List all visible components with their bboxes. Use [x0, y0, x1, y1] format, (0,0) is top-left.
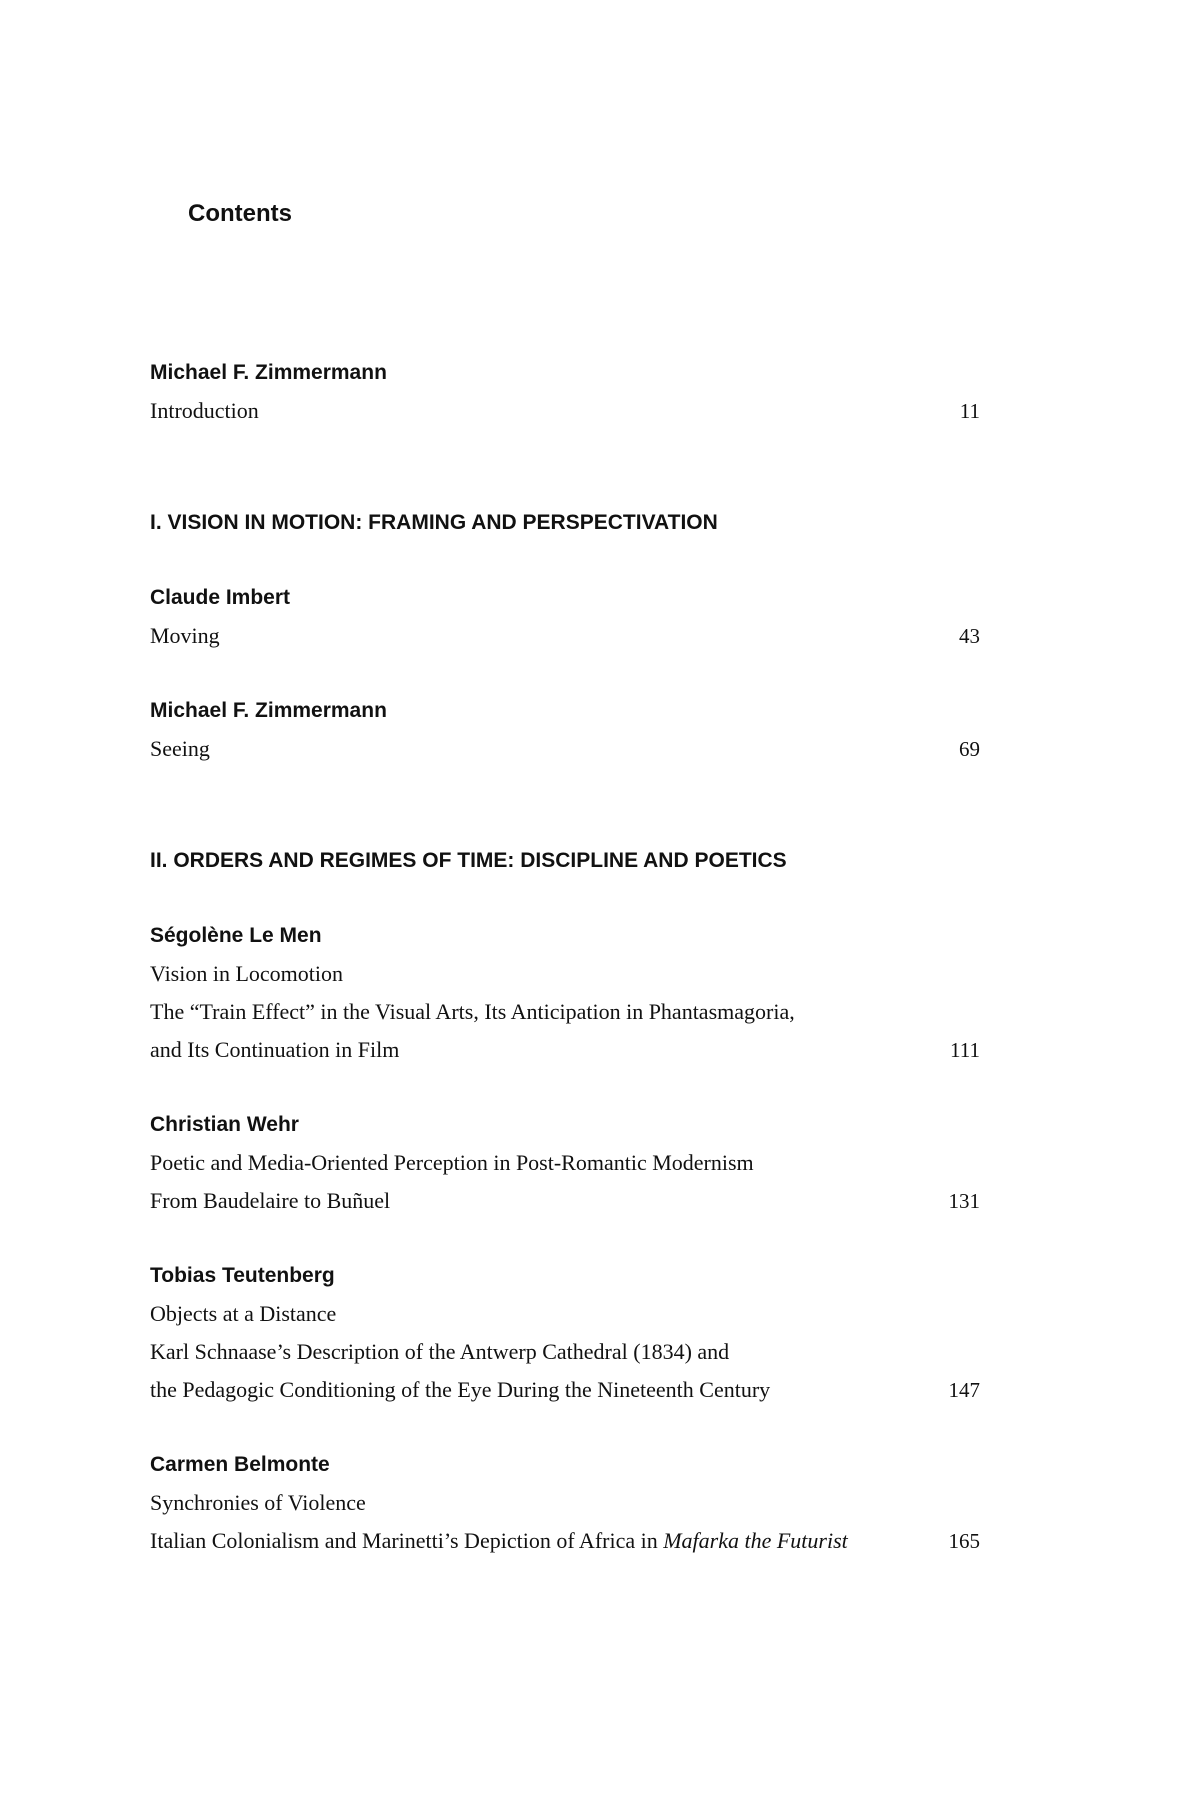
entry-subtitle-text: From Baudelaire to Buñuel — [150, 1188, 391, 1213]
table-of-contents — [150, 354, 980, 1560]
entry-subtitle-last — [150, 1182, 980, 1220]
entry-page-number: 147 — [948, 1378, 980, 1402]
entry-title: Vision in Locomotion — [150, 961, 344, 986]
entry-subtitle-last — [150, 1522, 980, 1560]
entry-author: Christian Wehr — [150, 1113, 299, 1136]
entry-page-number: 11 — [959, 399, 980, 423]
page-title: Contents — [188, 200, 292, 227]
entry-page-number: 111 — [950, 1038, 980, 1062]
entry-author: Carmen Belmonte — [150, 1453, 330, 1476]
entry-title — [150, 730, 980, 768]
entry-subtitle-last — [150, 1031, 980, 1069]
toc-entry-poetic-perception[interactable] — [150, 1106, 980, 1220]
entry-page-number: 69 — [959, 737, 980, 761]
entry-page-number: 131 — [948, 1189, 980, 1213]
entry-subtitle-text: the Pedagogic Conditioning of the Eye During the Nineteenth Century — [150, 1377, 771, 1402]
entry-title: Objects at a Distance — [150, 1301, 337, 1326]
toc-entry-objects-at-a-distance[interactable] — [150, 1257, 980, 1409]
entry-page-number: 43 — [959, 624, 980, 648]
entry-subtitle-italic: Mafarka the Futurist — [663, 1528, 848, 1553]
entry-title: Synchronies of Violence — [150, 1490, 366, 1515]
entry-author: Tobias Teutenberg — [150, 1264, 335, 1287]
entry-subtitle-last — [150, 1371, 980, 1409]
entry-title — [150, 617, 980, 655]
entry-subtitle: Karl Schnaase’s Description of the Antwerp Cathedral (1834) and — [150, 1339, 730, 1364]
entry-title: Poetic and Media-Oriented Perception in Post-Romantic Modernism — [150, 1150, 754, 1175]
entry-author: Ségolène Le Men — [150, 924, 322, 947]
section-heading-2: II. ORDERS AND REGIMES OF TIME: DISCIPLINE AND POETICS — [150, 849, 787, 872]
entry-author: Claude Imbert — [150, 586, 291, 609]
entry-subtitle-text: Italian Colonialism and Marinetti’s Depiction of Africa in — [150, 1528, 664, 1553]
toc-entry-synchronies-of-violence[interactable] — [150, 1446, 980, 1560]
toc-entry-introduction[interactable] — [150, 354, 980, 430]
entry-title-text: Moving — [150, 623, 220, 648]
entry-author: Michael F. Zimmermann — [150, 361, 387, 384]
section-heading-1: I. VISION IN MOTION: FRAMING AND PERSPECTIVATION — [150, 511, 718, 534]
entry-title-text: Introduction — [150, 398, 259, 423]
toc-entry-seeing[interactable] — [150, 692, 980, 768]
toc-entry-moving[interactable] — [150, 579, 980, 655]
entry-subtitle-text: and Its Continuation in Film — [150, 1037, 400, 1062]
toc-entry-vision-in-locomotion[interactable] — [150, 917, 980, 1069]
entry-author: Michael F. Zimmermann — [150, 699, 387, 722]
entry-page-number: 165 — [948, 1529, 980, 1553]
entry-title — [150, 392, 980, 430]
entry-subtitle: The “Train Effect” in the Visual Arts, Its Anticipation in Phantasmagoria, — [150, 999, 795, 1024]
entry-title-text: Seeing — [150, 736, 210, 761]
